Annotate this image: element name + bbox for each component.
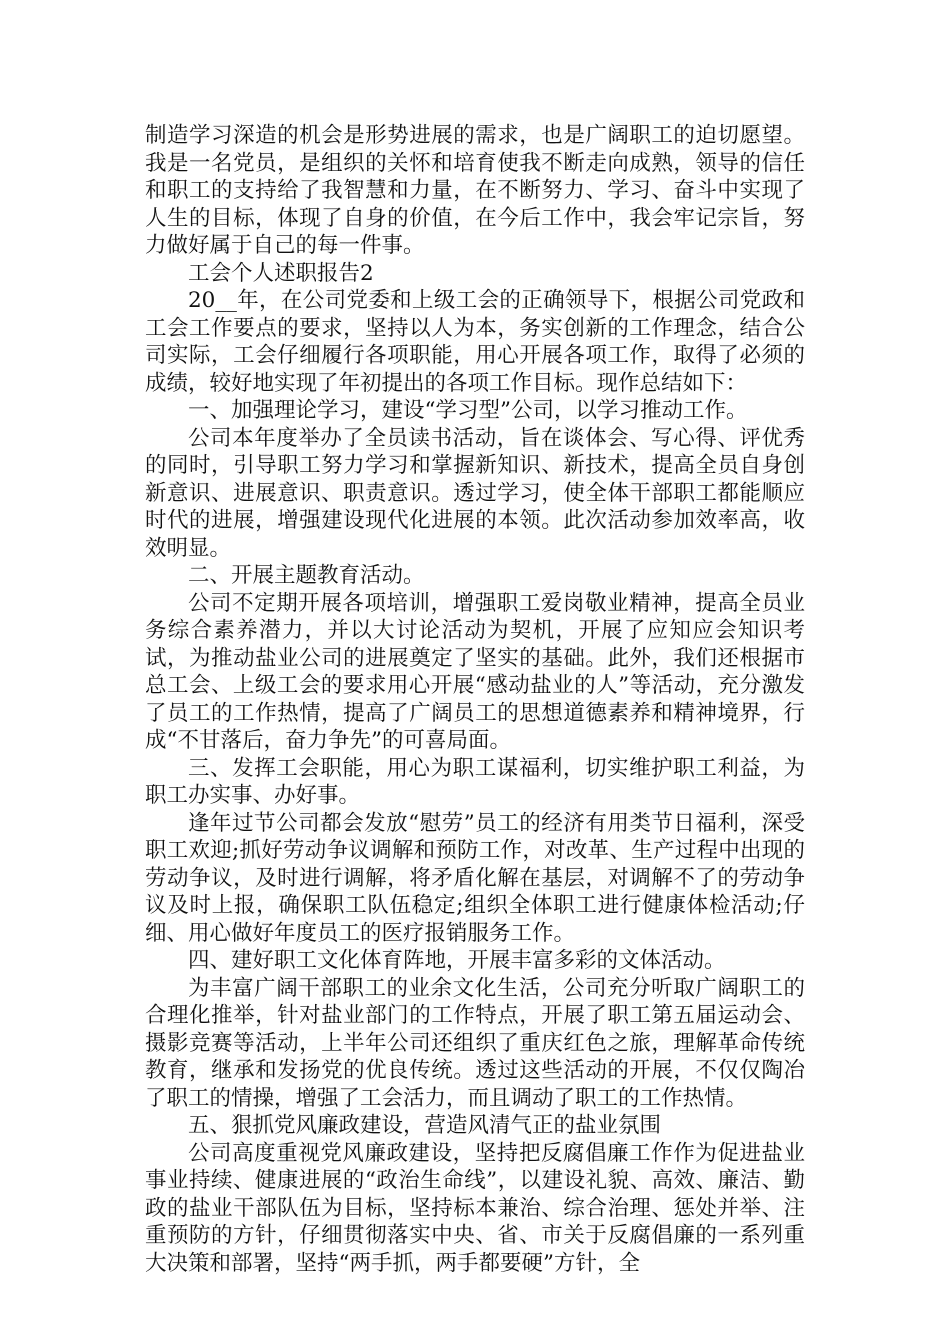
paragraph-section-3: 逢年过节公司都会发放“慰劳”员工的经济有用类节日福利，深受职工欢迎;抓好劳动争议调解和预防工作，对改革、生产过程中出现的劳动争议，及时进行调解，将矛盾化解在基层，对调解不了的劳动争议及时上报，确保职工队伍稳定;组织全体职工进行健康体检活动;仔细、用心做好年度员工的医疗报销服务工作。 (145, 810, 805, 946)
paragraph-section-2: 公司不定期开展各项培训，增强职工爱岗敬业精神，提高全员业务综合素养潜力，并以大讨论活动为契机，开展了应知应会知识考试，为推动盐业公司的进展奠定了坚实的基础。此外，我们还根据市总工会、上级工会的要求用心开展“感动盐业的人”等活动，充分激发了员工的工作热情，提高了广阔员工的思想道德素养和精神境界，行成“不甘落后，奋力争先”的可喜局面。 (145, 590, 805, 753)
paragraph-section-5: 公司高度重视党风廉政建设，坚持把反腐倡廉工作作为促进盐业事业持续、健康进展的“政治生命线”，以建设礼貌、高效、廉洁、勤政的盐业干部队伍为目标，坚持标本兼治、综合治理、惩处并举、注重预防的方针，仔细贯彻落实中央、省、市关于反腐倡廉的一系列重大决策和部署，坚持“两手抓，两手都要硬”方针，全 (145, 1140, 805, 1276)
section-heading-4: 四、建好职工文化体育阵地，开展丰富多彩的文体活动。 (188, 948, 726, 973)
document-page (145, 122, 805, 1277)
report-title: 工会个人述职报告2 (188, 260, 374, 286)
section-heading-5: 五、狠抓党风廉政建设，营造风清气正的盐业氛围 (188, 1113, 662, 1138)
paragraph-continuation: 制造学习深造的机会是形势进展的需求，也是广阔职工的迫切愿望。我是一名党员，是组织的关怀和培育使我不断走向成熟，领导的信任和职工的支持给了我智慧和力量，在不断努力、学习、奋斗中实现了人生的目标，体现了自身的价值，在今后工作中，我会牢记宗旨，努力做好属于自己的每一件事。 (145, 123, 805, 258)
section-heading-1: 一、加强理论学习，建设“学习型”公司，以学习推动工作。 (188, 398, 748, 423)
section-heading-3: 三、发挥工会职能，用心为职工谋福利，切实维护职工利益，为职工办实事、办好事。 (145, 755, 805, 808)
section-heading-2: 二、开展主题教育活动。 (188, 563, 425, 588)
paragraph-section-4: 为丰富广阔干部职工的业余文化生活，公司充分听取广阔职工的合理化推举，针对盐业部门的工作特点，开展了职工第五届运动会、摄影竞赛等活动，上半年公司还组织了重庆红色之旅，理解革命传统教育，继承和发扬党的优良传统。透过这些活动的开展，不仅仅陶冶了职工的情操，增强了工会活力，而且调动了职工的工作热情。 (145, 975, 805, 1111)
paragraph-section-1: 公司本年度举办了全员读书活动，旨在谈体会、写心得、评优秀的同时，引导职工努力学习和掌握新知识、新技术，提高全员自身创新意识、进展意识、职责意识。透过学习，使全体干部职工都能顺应时代的进展，增强建设现代化进展的本领。此次活动参加效率高，收效明显。 (145, 425, 805, 561)
paragraph-intro: 20__年，在公司党委和上级工会的正确领导下，根据公司党政和工会工作要点的要求，坚持以人为本，务实创新的工作理念，结合公司实际，工会仔细履行各项职能，用心开展各项工作，取得了必须的成绩，较好地实现了年初提出的各项工作目标。现作总结如下： (145, 288, 805, 396)
